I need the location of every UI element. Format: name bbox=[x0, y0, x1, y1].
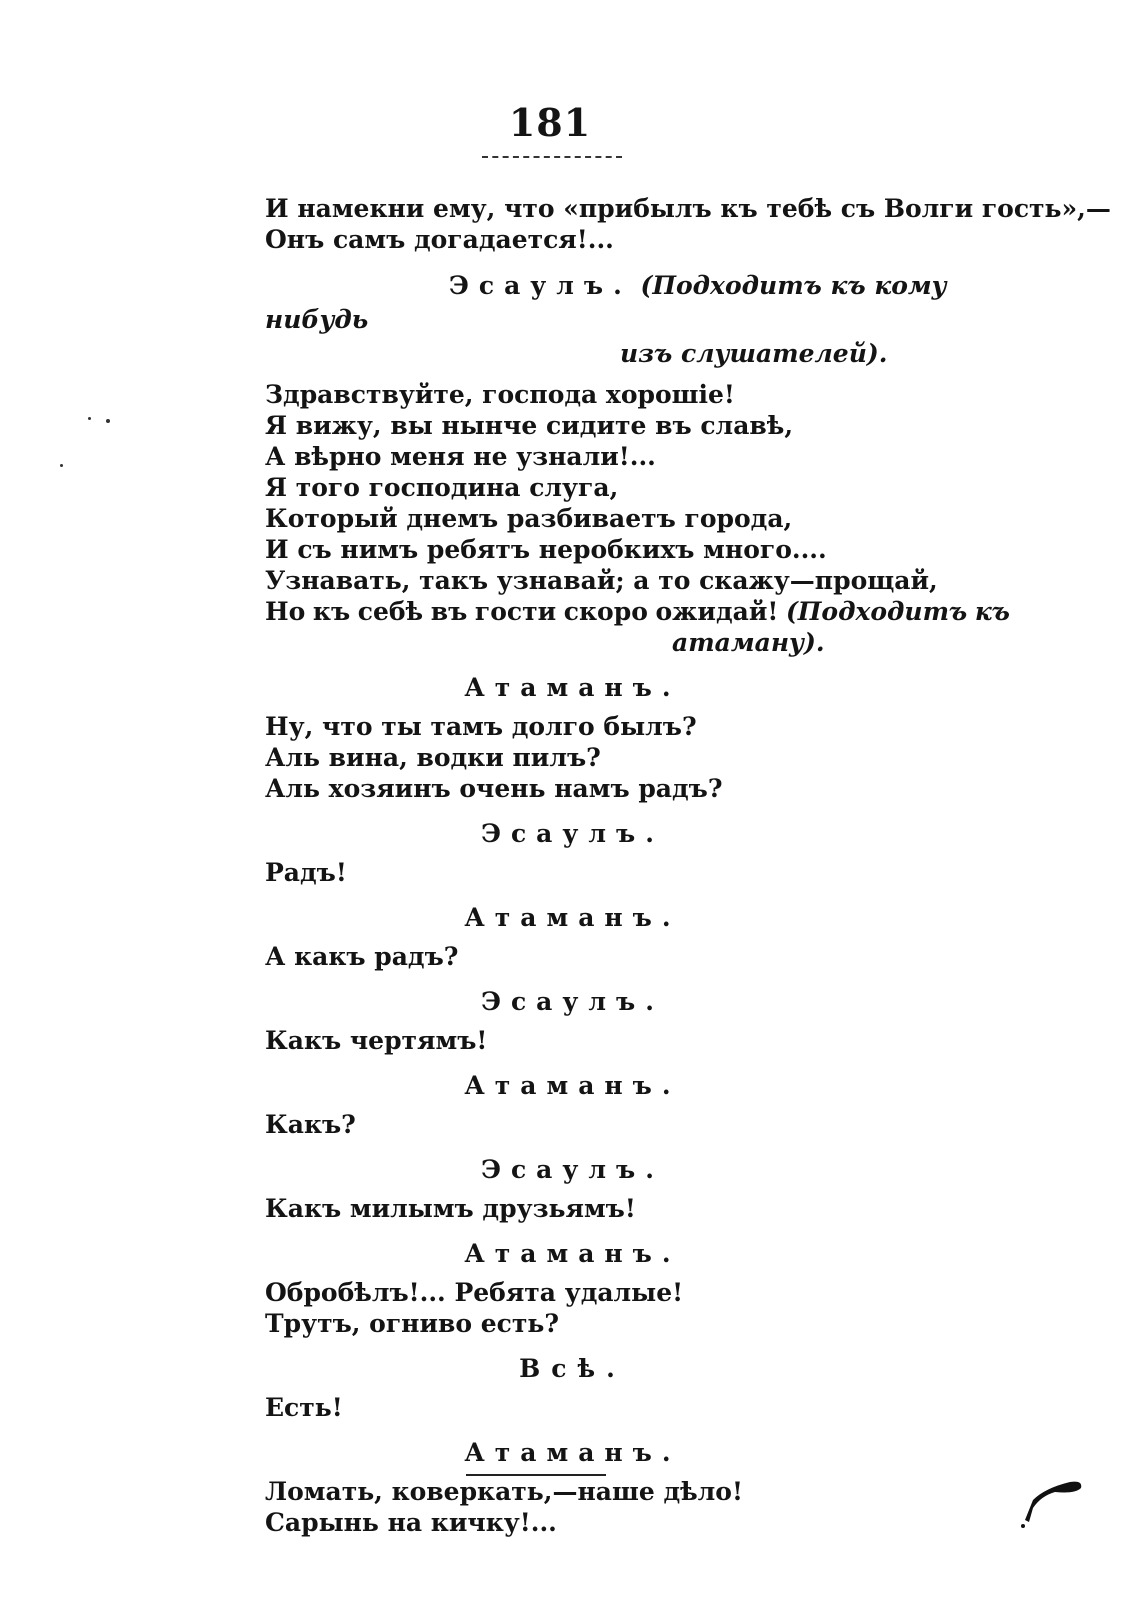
speaker-name: Эсаулъ. bbox=[481, 819, 664, 848]
text-line: Ну, что ты тамъ долго былъ? bbox=[265, 712, 697, 741]
text-line: Аль хозяинъ очень намъ радъ? bbox=[265, 774, 723, 803]
stage-direction: (Подходитъ къ кому нибудь bbox=[265, 271, 947, 334]
speaker-name: Атаманъ. bbox=[464, 1438, 681, 1467]
speaker-name: Атаманъ. bbox=[464, 1071, 681, 1100]
text-line: Я вижу, вы нынче сидите въ славѣ, bbox=[265, 411, 794, 440]
word: гости bbox=[474, 597, 557, 626]
text-line: Радъ! bbox=[265, 858, 347, 887]
text-line: Сарынь на кичку!... bbox=[265, 1508, 557, 1537]
margin-speck bbox=[106, 419, 110, 423]
margin-speck bbox=[88, 417, 91, 420]
text-line: И съ нимъ ребятъ неробкихъ много.... bbox=[265, 535, 827, 564]
text-line: Какъ? bbox=[265, 1110, 356, 1139]
speaker-name: Эсаулъ. bbox=[481, 987, 664, 1016]
header-rule bbox=[482, 156, 622, 158]
text-line: Какъ чертямъ! bbox=[265, 1026, 488, 1055]
margin-speck bbox=[60, 464, 63, 467]
stage-direction-continuation: изъ слушателей). bbox=[620, 339, 888, 368]
word: къ bbox=[312, 597, 351, 626]
justified-line bbox=[265, 596, 1010, 627]
word: ожидай! bbox=[655, 597, 779, 626]
word: себѣ bbox=[357, 597, 424, 626]
text-line: Аль вина, водки пилъ? bbox=[265, 743, 601, 772]
speaker-name: Атаманъ. bbox=[464, 903, 681, 932]
text-line: Какъ милымъ друзьямъ! bbox=[265, 1194, 636, 1223]
speaker-name: Эсаулъ. bbox=[481, 1155, 664, 1184]
end-rule bbox=[466, 1474, 606, 1476]
text-line: Здравствуйте, господа хорошіе! bbox=[265, 380, 735, 409]
text-line: А вѣрно меня не узнали!... bbox=[265, 442, 656, 471]
ink-blot-mark bbox=[1015, 1470, 1085, 1530]
text-line: Есть! bbox=[265, 1393, 343, 1422]
text-line: А какъ радъ? bbox=[265, 942, 459, 971]
word: скоро bbox=[563, 597, 648, 626]
speaker-name: Всѣ. bbox=[519, 1354, 626, 1383]
text-line: Трутъ, огниво есть? bbox=[265, 1309, 559, 1338]
page-number: 181 bbox=[508, 100, 592, 145]
stage-direction-continuation: атаману). bbox=[672, 628, 825, 657]
text-line: Узнавать, такъ узнавай; а то скажу—прощай, bbox=[265, 566, 938, 595]
text-line: Который днемъ разбиваетъ города, bbox=[265, 504, 793, 533]
text-line: Онъ самъ догадается!... bbox=[265, 225, 614, 254]
text-line: Я того господина слуга, bbox=[265, 473, 619, 502]
stage-direction: (Подходитъ bbox=[785, 597, 968, 626]
stage-direction-block bbox=[265, 269, 1045, 371]
play-text bbox=[265, 193, 1111, 1538]
text-line: Обробѣлъ!... Ребята удалые! bbox=[265, 1278, 684, 1307]
speaker-name: Атаманъ. bbox=[464, 1239, 681, 1268]
speaker-name: Эсаулъ. bbox=[449, 271, 632, 300]
text-line: Ломать, коверкать,—наше дѣло! bbox=[265, 1477, 743, 1506]
text-line: И намекни ему, что «прибылъ къ тебѣ съ Волги гость»,— bbox=[265, 194, 1111, 223]
stage-direction: къ bbox=[974, 597, 1010, 626]
speaker-name: Атаманъ. bbox=[464, 673, 681, 702]
word: въ bbox=[430, 597, 468, 626]
word: Но bbox=[265, 597, 306, 626]
